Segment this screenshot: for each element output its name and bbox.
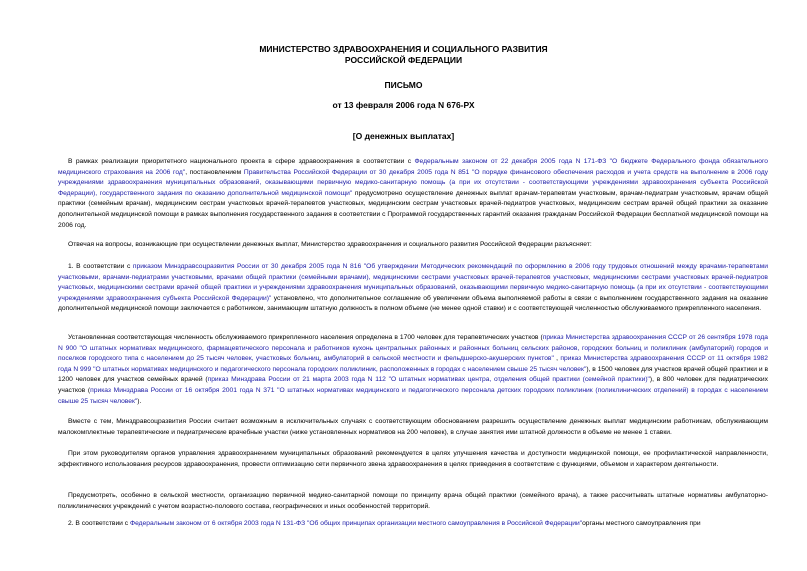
text-span: ), в 1500 человек для участков врачей общей практики и в 1200 человек для участков семейных врачей ( bbox=[58, 365, 768, 384]
paragraph-point-2 bbox=[58, 519, 768, 530]
text-span: 1. В соответствии с bbox=[68, 263, 133, 270]
link-order-816[interactable]: приказом Минздравсоцразвития России от 30 декабря 2005 года N 816 "Об утверждении Методических рекомендаций по оформлению в 2006 году трудовых отношений между врачами-терапевтами участковыми, врачами-педиатрами участковыми, врачами общей практики (семейными врачами), медицинскими сестрами участковых врачей-терапевтов участковых, медицинскими сестрами участковых врачей-педиатров участковых, медицинскими сестрами врачей общей практики и учреждениями здравоохранения муниципальных образований, оказывающими первичную медико-санитарную помощь (а при их отсутствии - соответствующими учреждениями здравоохранения субъекта Российской Федерации)" bbox=[58, 263, 768, 302]
ministry-title-line2: РОССИЙСКОЙ ФЕДЕРАЦИИ bbox=[344, 55, 463, 65]
text-span: 2. В соответствии с bbox=[68, 520, 130, 527]
text-span: предусмотрено осуществление денежных выплат врачам-терапевтам участковым, врачам-педиатрам участковым, врачам общей практики (семейным врачам), медицинским сестрам участковых врачей-терапевтов участковых, медицинским сестрам участковых врачей-педиатров участковых, медицинским сестрам врачей общей практики за оказание дополнительной медицинской помощи в рамках выполнения государственного задания в соответствии с Программой государственных гарантий оказания гражданам Российской Федерации бесплатной медицинской помощи на 2006 год. bbox=[58, 189, 768, 229]
link-order-112[interactable]: приказ Минздрава России от 21 марта 2003 года N 112 "О штатных нормативах центра, отделения общей практики (семейной практики)" bbox=[207, 376, 650, 384]
text-span: , постановлением bbox=[185, 168, 244, 176]
paragraph-population-norms bbox=[58, 333, 768, 407]
link-order-900[interactable]: приказ Министерства здравоохранения СССР от 26 сентября 1978 года N 900 "О штатных нормативах медицинского, фармацевтического персонала и работников кухонь центральных районных и районных больниц сельских районов, городских больниц и поликлиник (амбулаторий) городов и поселков городского типа с населением до 25 тысяч человек, участковых больниц, амбулаторий в сельской местности и фельдшерско-акушерских пунктов" bbox=[58, 334, 768, 363]
ministry-title-line1: МИНИСТЕРСТВО ЗДРАВООХРАНЕНИЯ И СОЦИАЛЬНОГО РАЗВИТИЯ bbox=[259, 44, 548, 54]
paragraph-rural: Предусмотреть, особенно в сельской местности, организацию первичной медико-санитарной помощи по принципу врача общей практики (семейного врача), а также рассчитывать штатные нормативы амбулаторно-поликлинических учреждений с учетом возрастно-полового состава, географических и иных особенностей территорий. bbox=[58, 492, 768, 510]
paragraph-point-1 bbox=[58, 262, 768, 315]
link-federal-law-171[interactable]: Федеральным законом от 22 декабря 2005 года N 171-ФЗ "О бюджете Федерального фонда обязательного медицинского страхования на 2006 год" bbox=[58, 158, 768, 176]
paragraph-intro bbox=[58, 157, 768, 231]
document-subject: [О денежных выплатах] bbox=[352, 131, 455, 141]
link-federal-law-131[interactable]: Федеральным законом от 6 октября 2003 года N 131-ФЗ "Об общих принципах организации местного самоуправления в Российской Федерации" bbox=[129, 520, 583, 527]
text-span: В рамках реализации приоритетного национального проекта в сфере здравоохранения в соответствии с bbox=[68, 158, 415, 165]
document-date: от 13 февраля 2006 года N 676-РХ bbox=[332, 100, 475, 110]
text-span: органы местного самоуправления при bbox=[582, 520, 701, 527]
text-span: установлено, что дополнительное соглашение об увеличении объема выполняемой работы в связи с выполнением государственного задания на оказание дополнительной медицинской помощи заключается с работником, занимающим штатную должность в полном объеме (не менее одной ставки) и с соответствующей численностью обслуживаемого прикрепленного населения. bbox=[58, 294, 769, 313]
document-type: ПИСЬМО bbox=[384, 80, 423, 90]
paragraph-optimization: При этом руководителям органов управления здравоохранением муниципальных образований рекомендуется в целях улучшения качества и доступности медицинской помощи, ее профилактической направленности, эффективного использования ресурсов здравоохранения, провести оптимизацию сети первичного звена здравоохранения в целях приведения в соответствие с функциями, объемом и характером деятельности. bbox=[58, 450, 768, 468]
link-order-999[interactable]: приказ Министерства здравоохранения СССР от 11 октября 1982 года N 999 "О штатных нормативах медицинского и педагогического персонала городских поликлиник, расположенных в городах с населением свыше 25 тысяч человек" bbox=[58, 355, 768, 373]
text-span: , bbox=[553, 355, 561, 363]
link-order-371[interactable]: приказ Минздрава России от 16 октября 2001 года N 371 "О штатных нормативах медицинского и педагогического персонала детских городских поликлиник (поликлинических отделений) в городах с населением свыше 25 тысяч человек" bbox=[58, 386, 768, 405]
text-span: Установленная соответствующая численность обслуживаемого прикрепленного населения определена в 1700 человек для терапевтических участков ( bbox=[68, 334, 543, 341]
paragraph-answers: Отвечая на вопросы, возникающие при осуществлении денежных выплат, Министерство здравоохранения и социального развития Российской Федерации разъясняет: bbox=[68, 241, 592, 248]
text-span: ), в 800 человек для педиатрических участков ( bbox=[58, 376, 768, 394]
link-government-resolution-851[interactable]: Правительства Российской Федерации от 30 декабря 2005 года N 851 "О порядке финансового обеспечения расходов и учета средств на выполнение в 2006 году учреждениями здравоохранения муниципальных образований, оказывающими первичную медико-санитарную помощь (а при их отсутствии - соответствующими учреждениями здравоохранения субъекта Российской Федерации), государственного задания по оказанию дополнительной медицинской помощи" bbox=[58, 168, 769, 197]
text-span: ). bbox=[137, 397, 142, 405]
paragraph-exceptions: Вместе с тем, Минздравсоцразвития России считает возможным в исключительных случаях с соответствующим обоснованием разрешить осуществление денежных выплат медицинским работникам, обслуживающим малокомплектные терапевтические и педиатрические врачебные участки (ниже установленных нормативов на 200 человек), в случае занятия ими штатной должности в объеме не менее 1 ставки. bbox=[58, 418, 768, 436]
